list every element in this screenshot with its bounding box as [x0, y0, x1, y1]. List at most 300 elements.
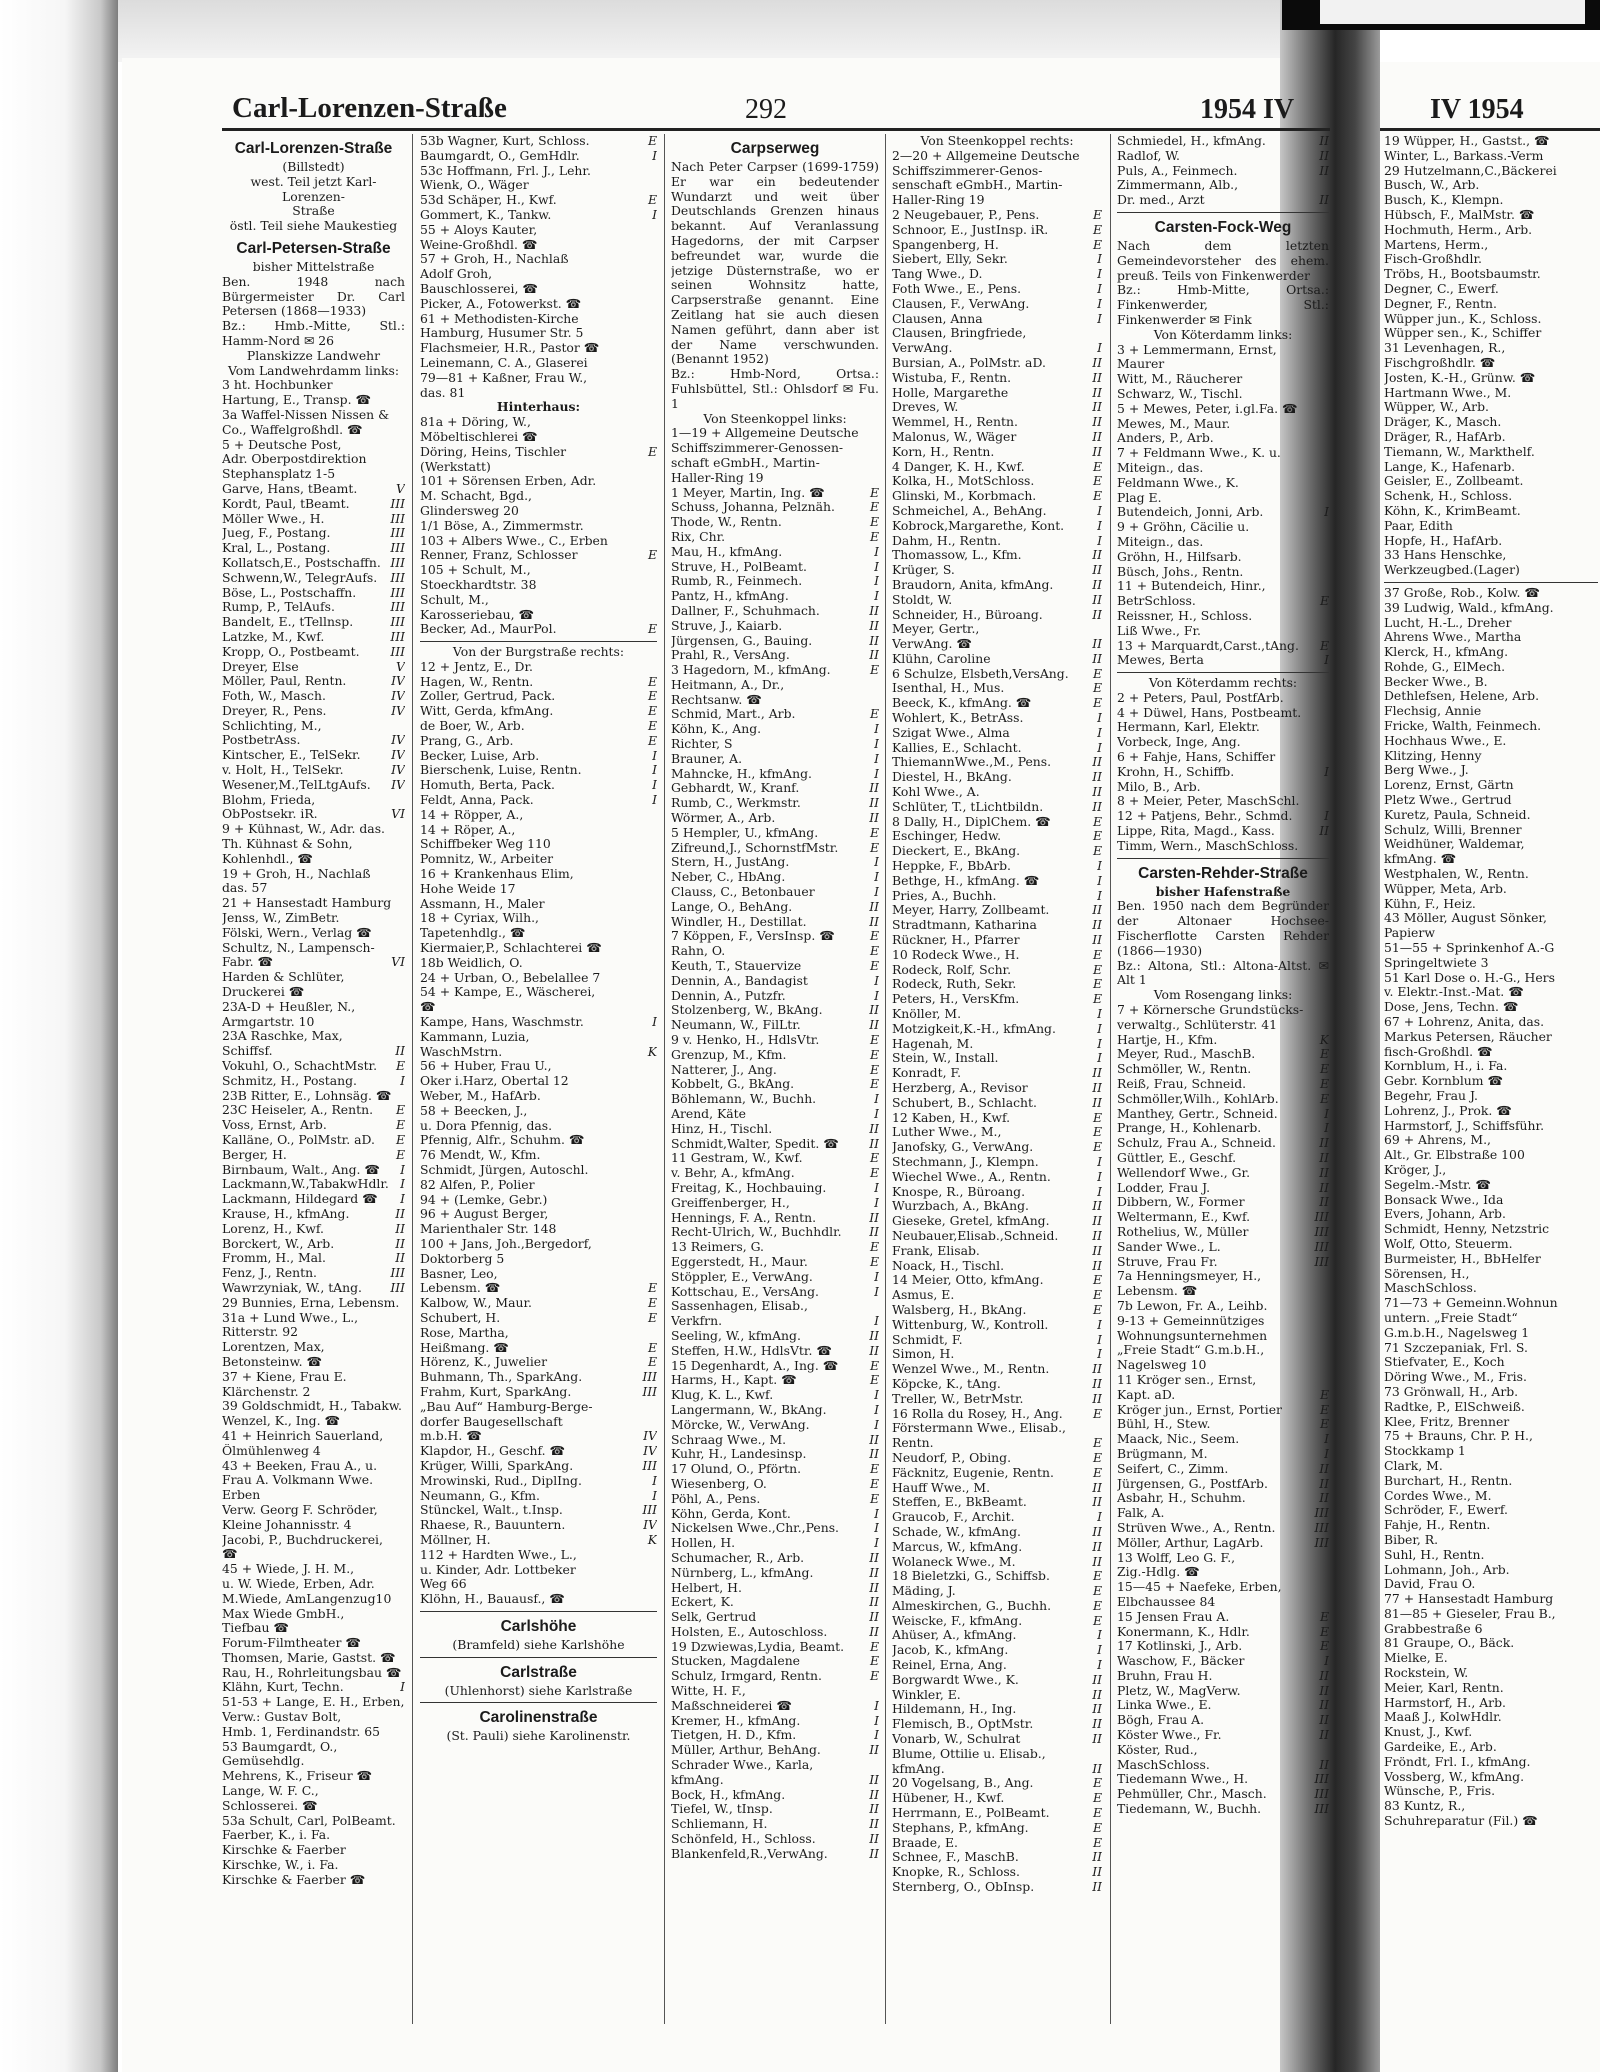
- floor-code: I: [1324, 1654, 1329, 1669]
- floor-code: II: [869, 1624, 879, 1639]
- column-separator: [1110, 134, 1111, 2024]
- resident-entry: [1117, 691, 1329, 706]
- resident-text: 18 + Cyriax, Wilh.,: [420, 911, 539, 926]
- floor-code: I: [1097, 1007, 1102, 1022]
- floor-code: E: [647, 733, 657, 748]
- floor-code: E: [1092, 489, 1102, 504]
- resident-entry: [420, 534, 657, 549]
- resident-text: 51—55 + Sprinkenhof A.-G: [1384, 941, 1555, 956]
- resident-entry: [1117, 609, 1329, 624]
- resident-text: Schubert, B., Schlacht.: [892, 1095, 1037, 1110]
- resident-entry: [1117, 431, 1329, 446]
- resident-entry: [222, 1222, 405, 1237]
- resident-entry: [1384, 837, 1598, 852]
- resident-entry: [892, 1673, 1102, 1688]
- resident-text: Holle, Margarethe: [892, 385, 1009, 400]
- street-heading: Carlshöhe: [500, 1617, 577, 1635]
- resident-entry: [671, 619, 879, 634]
- resident-entry: [222, 1533, 405, 1548]
- resident-entry: [1384, 1267, 1598, 1282]
- floor-code: II: [1092, 1687, 1102, 1702]
- resident-entry: [1117, 1580, 1329, 1595]
- floor-code: I: [874, 1107, 879, 1121]
- resident-entry: [420, 660, 657, 675]
- resident-entry: [671, 1388, 879, 1403]
- resident-text: v. Elektr.-Inst.-Mat. ☎: [1384, 985, 1524, 1000]
- resident-entry: [420, 1163, 657, 1178]
- resident-entry: [420, 519, 657, 534]
- resident-entry: [1384, 1696, 1598, 1711]
- resident-text: Stradtmann, Katharina: [892, 918, 1037, 933]
- resident-text: Motzigkeit,K.-H., kfmAng.: [892, 1021, 1056, 1036]
- resident-text: Dreves, W.: [892, 400, 959, 415]
- resident-entry: [1117, 1166, 1329, 1181]
- resident-entry: [1384, 1178, 1598, 1193]
- resident-entry: [420, 1415, 657, 1430]
- resident-entry: [1384, 208, 1598, 223]
- resident-text: Schlichting, M.,: [222, 718, 322, 733]
- floor-code: I: [1324, 1446, 1329, 1461]
- resident-text: 83 Kuntz, R.,: [1384, 1799, 1466, 1814]
- resident-text: Wiechel Wwe., A., Rentn.: [892, 1169, 1051, 1184]
- resident-entry: [1117, 1403, 1329, 1418]
- floor-code: E: [869, 515, 879, 530]
- resident-text: Asmus, E.: [892, 1288, 955, 1303]
- floor-code: I: [1097, 1332, 1102, 1347]
- resident-text: Wolaneck Wwe., M.: [892, 1554, 1016, 1569]
- resident-entry: [1117, 164, 1329, 179]
- resident-text: Schlüter, T., tLichtbildn.: [892, 799, 1044, 814]
- resident-text: Brügmann, M.: [1117, 1446, 1208, 1461]
- floor-code: I: [874, 574, 879, 589]
- floor-code: E: [1092, 1125, 1102, 1140]
- resident-text: Schmiedel, H., kfmAng.: [1117, 134, 1266, 148]
- floor-code: E: [395, 1118, 405, 1133]
- resident-text: Flechsig, Annie: [1384, 704, 1482, 719]
- resident-text: Milo, B., Arb.: [1117, 779, 1201, 794]
- resident-entry: [1384, 1089, 1598, 1104]
- resident-text: kfmAng. ☎: [1384, 852, 1457, 867]
- resident-text: Jueg, F., Postang.: [222, 526, 331, 541]
- resident-entry: [222, 1562, 405, 1577]
- floor-code: E: [1092, 1288, 1102, 1303]
- resident-text: Neumann, W., FilLtr.: [671, 1018, 801, 1033]
- resident-entry: [420, 1015, 657, 1030]
- resident-entry: [222, 1518, 405, 1533]
- resident-text: Klähn, Kurt, Techn.: [222, 1680, 344, 1695]
- resident-text: Hopfe, H., HafArb.: [1384, 533, 1503, 548]
- resident-entry: [420, 1089, 657, 1104]
- resident-text: Leinemann, C. A., Glaserei: [420, 355, 588, 370]
- resident-text: Jacobi, P., Buchdruckerei,: [222, 1532, 383, 1547]
- floor-code: E: [869, 1254, 879, 1269]
- resident-entry: [892, 992, 1102, 1007]
- resident-text: Wörmer, A., Arb.: [671, 811, 776, 826]
- resident-text: Schmöller,Wilh., KohlArb.: [1117, 1091, 1279, 1106]
- resident-text: Böhlemann, W., Buchh.: [671, 1092, 817, 1107]
- resident-entry: [420, 297, 657, 312]
- floor-code: E: [1092, 977, 1102, 992]
- resident-text: 23C Heiseler, A., Rentn.: [222, 1103, 374, 1118]
- resident-text: Glinski, M., Korbmach.: [892, 489, 1037, 504]
- floor-code: E: [1319, 1402, 1329, 1417]
- resident-text: Ahrens Wwe., Martha: [1384, 630, 1522, 645]
- floor-code: E: [647, 674, 657, 689]
- resident-text: Borgwardt Wwe., K.: [892, 1672, 1019, 1687]
- resident-text: 112 + Hardten Wwe., L.,: [420, 1547, 577, 1562]
- floor-code: I: [1324, 1121, 1329, 1136]
- resident-text: Struve, H., PolBeamt.: [671, 559, 807, 574]
- resident-entry: [892, 282, 1102, 297]
- resident-entry: [892, 770, 1102, 785]
- resident-text: Heißmang. ☎: [420, 1340, 509, 1355]
- floor-code: E: [1092, 947, 1102, 962]
- resident-entry: [671, 929, 879, 944]
- floor-code: II: [1319, 1728, 1329, 1743]
- resident-entry: [1384, 1799, 1598, 1814]
- resident-text: 18b Weidlich, O.: [420, 955, 523, 970]
- floor-code: II: [1092, 400, 1102, 415]
- street-heading: Carsten-Fock-Weg: [1154, 218, 1292, 236]
- floor-code: II: [1092, 1376, 1102, 1391]
- resident-text: Bierschenk, Luise, Rentn.: [420, 763, 582, 778]
- floor-code: E: [869, 1062, 879, 1077]
- resident-entry: [671, 530, 879, 545]
- resident-text: Forum-Filmtheater ☎: [222, 1636, 361, 1651]
- resident-text: Krohn, H., Schiffb.: [1117, 764, 1235, 779]
- resident-text: Bock, H., kfmAng.: [671, 1787, 786, 1802]
- resident-entry: [1384, 985, 1598, 1000]
- resident-text: Pomnitz, W., Arbeiter: [420, 852, 554, 867]
- resident-entry: [420, 823, 657, 838]
- resident-text: Stucken, Magdalene: [671, 1654, 801, 1669]
- resident-text: Schwenn,W., TelegrAufs.: [222, 570, 378, 585]
- resident-text: Mrowinski, Rud., DiplIng.: [420, 1473, 582, 1488]
- resident-text: Schlosserei. ☎: [222, 1798, 318, 1813]
- resident-text: Diestel, H., BkAng.: [892, 770, 1012, 785]
- resident-entry: [420, 1385, 657, 1400]
- resident-text: 54 + Kampe, E., Wäscherei,: [420, 985, 596, 1000]
- resident-entry: [420, 223, 657, 238]
- floor-code: I: [874, 722, 879, 737]
- floor-code: IV: [391, 689, 405, 704]
- resident-entry: [1117, 491, 1329, 506]
- floor-code: E: [1092, 829, 1102, 844]
- resident-entry: [222, 1577, 405, 1592]
- resident-entry: [1384, 1725, 1598, 1740]
- resident-text: Szigat Wwe., Alma: [892, 725, 1010, 740]
- resident-entry: [892, 578, 1102, 593]
- resident-text: Assmann, H., Maler: [420, 896, 545, 911]
- resident-entry: [671, 1403, 879, 1418]
- resident-text: Schade, W., kfmAng.: [892, 1524, 1021, 1539]
- floor-code: II: [1092, 1214, 1102, 1229]
- resident-text: Schmidt, Henny, Netzstric: [1384, 1222, 1550, 1237]
- floor-code: II: [869, 633, 879, 648]
- resident-entry: [892, 608, 1102, 623]
- resident-entry: [892, 1347, 1102, 1362]
- resident-entry: [420, 911, 657, 926]
- resident-text: dorfer Baugesellschaft: [420, 1414, 563, 1429]
- resident-text: 53c Hoffmann, Frl. J., Lehr.: [420, 163, 591, 178]
- resident-entry: [892, 1732, 1102, 1747]
- floor-code: E: [869, 500, 879, 515]
- resident-text: Meyer, Harry, Zollbeamt.: [892, 903, 1050, 918]
- resident-text: Dahm, H., Rentn.: [892, 533, 1002, 548]
- resident-text: 21 + Hansestadt Hamburg: [222, 896, 392, 911]
- floor-code: II: [869, 648, 879, 663]
- resident-text: Hübener, H., Kwf.: [892, 1791, 1005, 1806]
- resident-entry: [892, 593, 1102, 608]
- floor-code: I: [874, 1195, 879, 1210]
- resident-text: Schubert, H.: [420, 1310, 501, 1325]
- resident-entry: [671, 1477, 879, 1492]
- resident-text: Fröndt, Frl. I., kfmAng.: [1384, 1754, 1531, 1769]
- floor-code: I: [1097, 518, 1102, 533]
- resident-entry: [420, 882, 657, 897]
- resident-entry: [222, 1118, 405, 1133]
- resident-entry: [1117, 1713, 1329, 1728]
- resident-entry: [1384, 734, 1598, 749]
- resident-text: Lucht, H.-L., Dreher: [1384, 615, 1512, 630]
- resident-entry: [1384, 763, 1598, 778]
- resident-entry: [671, 1581, 879, 1596]
- resident-entry: [892, 356, 1102, 371]
- resident-entry: [671, 1669, 879, 1684]
- resident-entry: [1117, 178, 1329, 193]
- resident-text: Kohl Wwe., A.: [892, 785, 980, 800]
- resident-entry: [1117, 1373, 1329, 1388]
- resident-entry: [1117, 1195, 1329, 1210]
- street-note: Planskizze Landwehr: [246, 347, 381, 363]
- resident-text: 57 + Groh, H., Nachlaß: [420, 252, 569, 267]
- resident-entry: [222, 1192, 405, 1207]
- resident-entry: [1117, 1728, 1329, 1743]
- resident-entry: [892, 474, 1102, 489]
- resident-text: 6 Schulze, Elsbeth,VersAng.: [892, 666, 1069, 681]
- resident-entry: [671, 796, 879, 811]
- resident-text: 2 + Peters, Paul, PostfArb.: [1117, 690, 1284, 705]
- resident-text: 1 Meyer, Martin, Ing. ☎: [671, 485, 825, 500]
- resident-text: Sörensen, H.,: [1384, 1266, 1470, 1281]
- resident-text: Wawrzyniak, W., tAng.: [222, 1280, 362, 1295]
- resident-entry: [222, 793, 405, 808]
- resident-entry: [1384, 911, 1598, 926]
- resident-entry: [222, 852, 405, 867]
- resident-entry: [222, 1399, 405, 1414]
- resident-entry: [1117, 1240, 1329, 1255]
- resident-text: M.Wiede, AmLangenzug10: [222, 1591, 392, 1606]
- resident-entry: [1117, 1684, 1329, 1699]
- resident-entry: [671, 1151, 879, 1166]
- resident-entry: [420, 504, 657, 519]
- floor-code: II: [1092, 1702, 1102, 1717]
- resident-text: Josten, K.-H., Grünw. ☎: [1384, 370, 1536, 385]
- resident-text: Becker Wwe., B.: [1384, 674, 1488, 689]
- resident-text: Heppke, F., BbArb.: [892, 859, 1011, 874]
- resident-text: Holsten, E., Autoschloss.: [671, 1624, 828, 1639]
- resident-text: Dethlefsen, Helene, Arb.: [1384, 689, 1540, 704]
- floor-code: I: [652, 748, 657, 763]
- resident-text: Thode, W., Rentn.: [671, 515, 782, 530]
- street-note: bisher Mittelstraße: [252, 258, 375, 274]
- resident-entry: [892, 341, 1102, 356]
- resident-entry: [671, 1758, 879, 1773]
- resident-text: Steffen, E., BkBeamt.: [892, 1495, 1027, 1510]
- resident-entry: [671, 900, 879, 915]
- resident-entry: [1117, 653, 1329, 668]
- resident-text: Kral, L., Postang.: [222, 541, 331, 556]
- resident-text: Kröger jun., Ernst, Portier: [1117, 1402, 1282, 1417]
- floor-code: IV: [391, 733, 405, 748]
- resident-text: Bethge, H., kfmAng. ☎: [892, 873, 1040, 888]
- resident-entry: [420, 719, 657, 734]
- floor-code: II: [1319, 1668, 1329, 1683]
- floor-code: E: [1092, 1835, 1102, 1850]
- resident-text: Dibbern, W., Former: [1117, 1195, 1245, 1210]
- resident-text: Knopke, R., Schloss.: [892, 1865, 1020, 1880]
- resident-entry: [1384, 1400, 1598, 1415]
- resident-entry: [1384, 704, 1598, 719]
- direction-heading: Von Köterdamm rechts:: [1148, 675, 1298, 691]
- floor-code: III: [390, 615, 405, 630]
- floor-code: II: [1319, 824, 1329, 839]
- floor-code: E: [1319, 594, 1329, 609]
- resident-text: Marienthaler Str. 148: [420, 1222, 557, 1237]
- floor-code: E: [869, 1654, 879, 1669]
- resident-text: Stern, H., JustAng.: [671, 855, 790, 870]
- resident-text: Lohrenz, J., Prok. ☎: [1384, 1103, 1512, 1118]
- floor-code: V: [396, 659, 405, 674]
- resident-text: Kröger, J.,: [1384, 1162, 1447, 1177]
- resident-text: Struve, J., Kaiarb.: [671, 618, 783, 633]
- resident-text: Flachsmeier, H.R., Pastor ☎: [420, 341, 600, 356]
- resident-entry: [222, 1666, 405, 1681]
- resident-text: VerwAng. ☎: [892, 637, 972, 652]
- resident-entry: [892, 1229, 1102, 1244]
- resident-entry: [892, 1776, 1102, 1791]
- floor-code: II: [1319, 1491, 1329, 1506]
- resident-entry: [420, 593, 657, 608]
- floor-code: II: [869, 1846, 879, 1861]
- resident-entry: [892, 696, 1102, 711]
- resident-entry: [1384, 1237, 1598, 1252]
- resident-text: Selk, Gertrud: [671, 1610, 757, 1625]
- resident-text: 51-53 + Lange, E. H., Erben,: [222, 1695, 405, 1710]
- resident-entry: [222, 630, 405, 645]
- resident-entry: [222, 1503, 405, 1518]
- resident-text: Klühn, Caroline: [892, 651, 991, 666]
- resident-text: Winkler, E.: [892, 1687, 961, 1702]
- resident-entry: [222, 1429, 405, 1444]
- floor-code: E: [869, 485, 879, 500]
- resident-entry: [1117, 579, 1329, 594]
- floor-code: III: [642, 1458, 657, 1473]
- resident-text: Bögh, Frau A.: [1117, 1713, 1205, 1728]
- resident-entry: [420, 749, 657, 764]
- resident-text: Seifert, C., Zimm.: [1117, 1461, 1229, 1476]
- direction-heading: Hinterhaus:: [496, 399, 581, 415]
- resident-text: Neudorf, P., Obing.: [892, 1450, 1012, 1465]
- resident-entry: [1384, 1444, 1598, 1459]
- resident-text: Krüger, Willi, SparkAng.: [420, 1458, 574, 1473]
- resident-entry: [892, 193, 1102, 208]
- resident-entry: [1384, 341, 1598, 356]
- floor-code: I: [874, 1314, 879, 1329]
- floor-code: III: [390, 496, 405, 511]
- resident-entry: [222, 571, 405, 586]
- resident-entry: [222, 452, 405, 467]
- resident-entry: [222, 1103, 405, 1118]
- resident-text: Knöller, M.: [892, 1007, 962, 1022]
- resident-entry: [1384, 563, 1598, 578]
- floor-code: I: [400, 1192, 405, 1207]
- resident-text: Eckert, K.: [671, 1595, 734, 1610]
- directory-column-1: [222, 134, 405, 2024]
- resident-entry: [671, 1536, 879, 1551]
- floor-code: E: [395, 1133, 405, 1147]
- resident-entry: [222, 526, 405, 541]
- resident-entry: [1384, 430, 1598, 445]
- resident-text: Lebensm. ☎: [420, 1281, 501, 1296]
- resident-text: Rahn, O.: [671, 944, 726, 959]
- floor-code: E: [647, 548, 657, 563]
- resident-text: Wüpper sen., K., Schiffer: [1384, 326, 1542, 341]
- floor-code: III: [390, 629, 405, 644]
- resident-entry: [892, 1540, 1102, 1555]
- resident-entry: [222, 733, 405, 748]
- resident-entry: [1117, 1491, 1329, 1506]
- resident-text: Lorenz, H., Kwf.: [222, 1221, 324, 1236]
- resident-entry: [420, 1341, 657, 1356]
- resident-text: 9 + Gröhn, Cäcilie u.: [1117, 520, 1250, 535]
- resident-entry: [1384, 1119, 1598, 1134]
- resident-entry: [1384, 1503, 1598, 1518]
- resident-entry: [420, 926, 657, 941]
- resident-text: Renner, Franz, Schlosser: [420, 548, 578, 563]
- resident-text: Schulz, Frau A., Schneid.: [1117, 1136, 1276, 1151]
- resident-text: Lange, O., BehAng.: [671, 899, 793, 914]
- floor-code: I: [1097, 296, 1102, 311]
- resident-entry: [671, 1270, 879, 1285]
- resident-text: Rix, Chr.: [671, 529, 726, 544]
- resident-text: Eggerstedt, H., Maur.: [671, 1254, 808, 1269]
- floor-code: II: [1092, 1199, 1102, 1214]
- resident-entry: [1117, 1477, 1329, 1492]
- resident-text: Kirschke & Faerber ☎: [222, 1872, 366, 1887]
- floor-code: I: [652, 207, 657, 222]
- floor-code: E: [1092, 1110, 1102, 1125]
- resident-text: Schliemann, H.: [671, 1817, 768, 1832]
- resident-text: Hmb. 1, Ferdinandstr. 65: [222, 1724, 381, 1739]
- resident-entry: [222, 1725, 405, 1740]
- floor-code: E: [869, 1476, 879, 1491]
- resident-text: Wienk, O., Wäger: [420, 178, 529, 193]
- resident-entry: [892, 918, 1102, 933]
- resident-entry: [1117, 1787, 1329, 1802]
- resident-entry: [671, 1699, 879, 1714]
- floor-code: E: [869, 840, 879, 855]
- floor-code: II: [1092, 933, 1102, 948]
- resident-entry: [1384, 689, 1598, 704]
- resident-entry: [1117, 1329, 1329, 1344]
- floor-code: III: [390, 555, 405, 570]
- floor-code: III: [1314, 1787, 1329, 1802]
- resident-entry: [222, 1074, 405, 1089]
- resident-entry: [1384, 1104, 1598, 1119]
- resident-text: Foth, W., Masch.: [222, 689, 326, 704]
- resident-entry: [671, 1181, 879, 1196]
